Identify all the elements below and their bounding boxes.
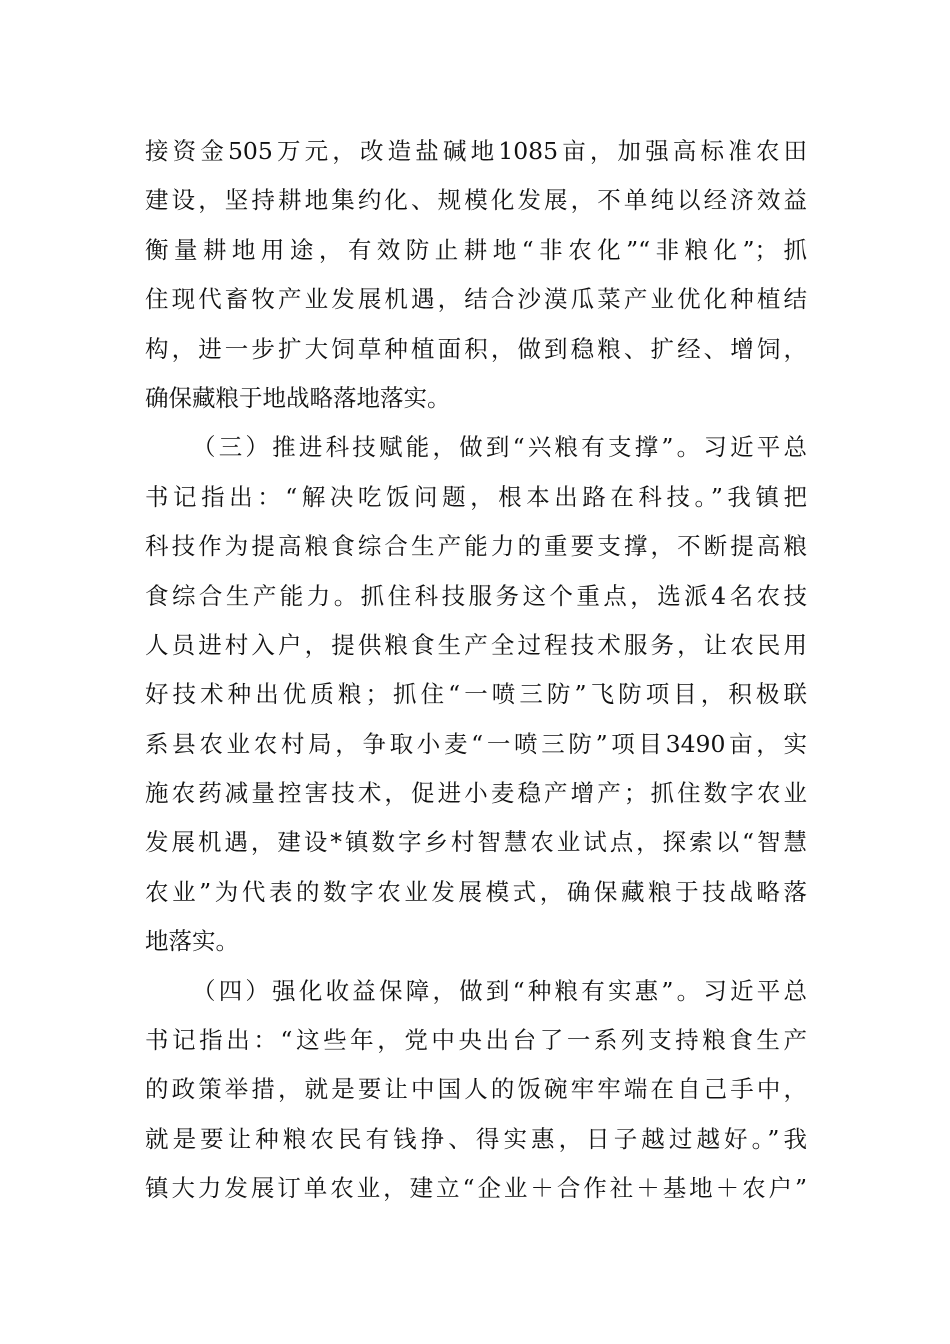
text-line: 镇大力发展订单农业，建立“企业＋合作社＋基地＋农户” [145,1174,807,1203]
text-line: 书记指出：“这些年，党中央出台了一系列支持粮食生产 [145,1026,807,1055]
text-line: 衡量耕地用途，有效防止耕地“非农化”“非粮化”；抓 [145,235,807,264]
text-line: 食综合生产能力。抓住科技服务这个重点，选派4名农技 [145,581,807,610]
paragraph-first-line: （四）强化收益保障，做到“种粮有实惠”。习近平总 [192,976,807,1005]
text-line: 人员进村入户，提供粮食生产全过程技术服务，让农民用 [145,630,807,659]
text-line: 系县农业农村局，争取小麦“一喷三防”项目3490亩，实 [145,729,807,758]
text-line: 农业”为代表的数字农业发展模式，确保藏粮于技战略落 [145,877,807,906]
text-line: 书记指出：“解决吃饭问题，根本出路在科技。”我镇把 [145,482,807,511]
paragraph-first-line: （三）推进科技赋能，做到“兴粮有支撑”。习近平总 [192,433,807,462]
text-line: 住现代畜牧产业发展机遇，结合沙漠瓜菜产业优化种植结 [145,285,807,314]
document-page [145,127,807,1214]
text-line: 构，进一步扩大饲草种植面积，做到稳粮、扩经、增饲， [145,334,807,363]
text-line: 地落实。 [145,927,239,956]
text-line: 建设，坚持耕地集约化、规模化发展，不单纯以经济效益 [145,186,807,215]
text-line: 发展机遇，建设*镇数字乡村智慧农业试点，探索以“智慧 [145,828,807,857]
text-line: 好技术种出优质粮；抓住“一喷三防”飞防项目，积极联 [145,680,807,709]
text-line: 确保藏粮于地战略落地落实。 [145,383,451,412]
text-line: 就是要让种粮农民有钱挣、得实惠，日子越过越好。”我 [145,1124,807,1153]
text-line: 科技作为提高粮食综合生产能力的重要支撑，不断提高粮 [145,532,807,561]
text-line: 施农药减量控害技术，促进小麦稳产增产；抓住数字农业 [145,779,807,808]
text-line: 接资金505万元，改造盐碱地1085亩，加强高标准农田 [145,137,807,165]
text-line: 的政策举措，就是要让中国人的饭碗牢牢端在自己手中， [145,1075,807,1104]
